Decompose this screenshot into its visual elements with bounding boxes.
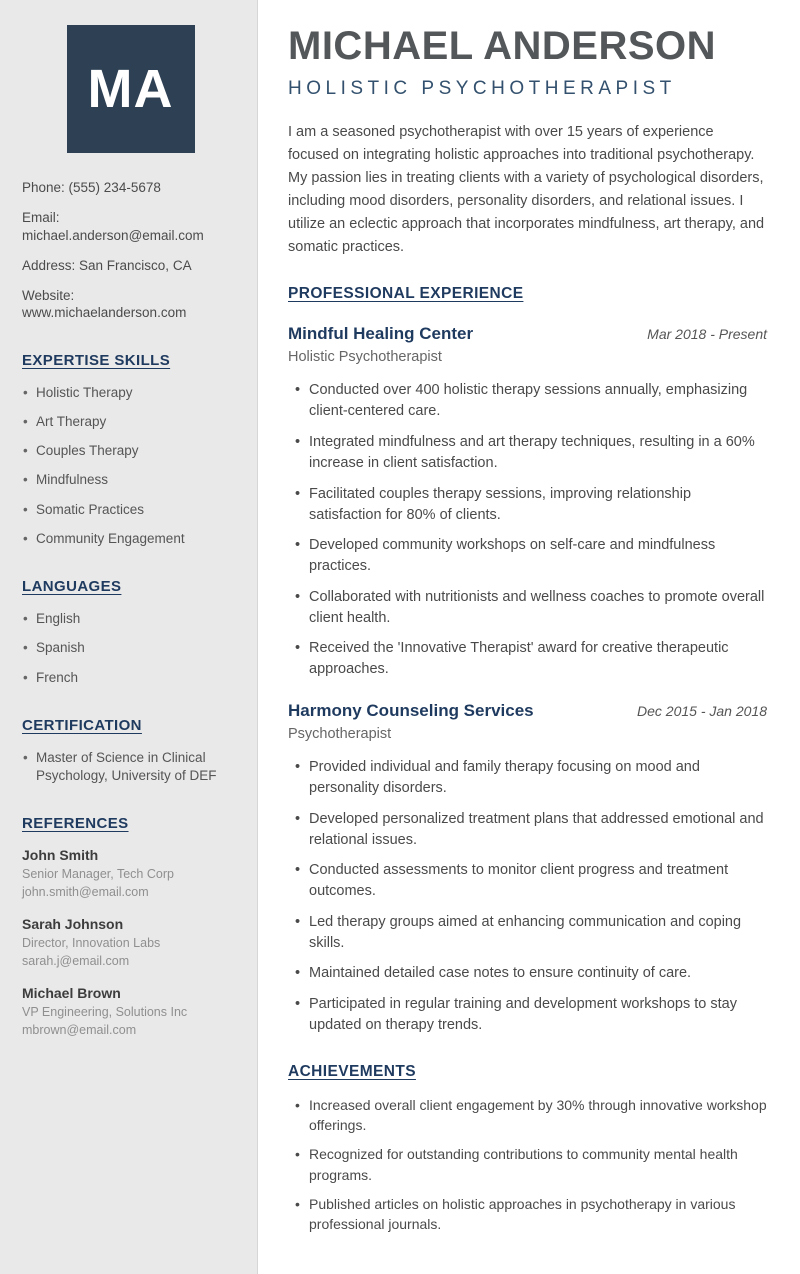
achievement-bullet: • Recognized for outstanding contributions to community mental health programs. (288, 1144, 767, 1185)
contact-section (22, 179, 239, 322)
reference-name: Michael Brown (22, 985, 121, 1002)
reference-email: john.smith@email.com (22, 884, 149, 899)
job-bullet: • Integrated mindfulness and art therapy techniques, resulting in a 60% increase in client satisfaction. (288, 432, 767, 474)
references-list (22, 847, 239, 1039)
summary-paragraph: I am a seasoned psychotherapist with over 15 years of experience focused on integrating holistic approaches into traditional psychotherapy. My passion lies in treating clients with a variety of psychological disorders, including mood disorders, personality disorders, and relational issues. I utilize an eclectic approach that incorporates mindfulness, art therapy, and somatic practices. (288, 124, 765, 255)
job-header (288, 324, 767, 344)
contact-website: Website: www.michaelanderson.com (22, 287, 187, 321)
reference-item (22, 916, 239, 970)
sidebar (0, 0, 258, 1274)
main-content (258, 0, 800, 1274)
person-name: MICHAEL ANDERSON (288, 24, 717, 68)
company-name: Mindful Healing Center (288, 324, 474, 344)
certification-item: • Master of Science in Clinical Psychology, University of DEF (22, 749, 239, 785)
languages-list (22, 610, 239, 687)
skill-item: • Somatic Practices (22, 501, 239, 519)
job-bullet: • Collaborated with nutritionists and wellness coaches to promote overall client health. (288, 587, 767, 629)
job-bullet: • Facilitated couples therapy sessions, improving relationship satisfaction for 80% of clients. (288, 484, 767, 526)
skills-heading: EXPERTISE SKILLS (22, 351, 171, 369)
skill-item: • Community Engagement (22, 530, 239, 548)
job-bullet-list (288, 380, 767, 680)
skill-item: • Art Therapy (22, 413, 239, 431)
reference-email: sarah.j@email.com (22, 953, 130, 968)
skill-item: • Couples Therapy (22, 442, 239, 460)
contact-address: Address: San Francisco, CA (22, 257, 192, 273)
reference-email: mbrown@email.com (22, 1022, 137, 1037)
job-bullet: • Participated in regular training and development workshops to stay updated on therapy trends. (288, 994, 767, 1036)
job-bullet-list (288, 757, 767, 1036)
achievement-bullet: • Published articles on holistic approaches in psychotherapy in various professional journals. (288, 1194, 767, 1235)
job-bullet: • Led therapy groups aimed at enhancing communication and coping skills. (288, 912, 767, 954)
language-item: • English (22, 610, 239, 628)
contact-phone: Phone: (555) 234-5678 (22, 180, 161, 195)
skill-item: • Mindfulness (22, 471, 239, 489)
references-heading: REFERENCES (22, 815, 129, 833)
job-bullet: • Maintained detailed case notes to ensure continuity of care. (288, 963, 767, 984)
reference-name: Sarah Johnson (22, 916, 124, 933)
reference-item (22, 985, 239, 1039)
reference-title: Senior Manager, Tech Corp (22, 867, 174, 882)
reference-name: John Smith (22, 847, 99, 864)
person-job-title: HOLISTIC PSYCHOTHERAPIST (288, 78, 676, 99)
job-dates: Mar 2018 - Present (647, 326, 767, 343)
language-item: • Spanish (22, 639, 239, 657)
achievements-heading: ACHIEVEMENTS (288, 1062, 416, 1080)
certification-list (22, 749, 239, 785)
languages-heading: LANGUAGES (22, 578, 122, 596)
job-bullet: • Conducted over 400 holistic therapy sessions annually, emphasizing client-centered care. (288, 380, 767, 422)
contact-email: Email: michael.anderson@email.com (22, 210, 204, 243)
job-role: Psychotherapist (288, 726, 392, 743)
language-item: • French (22, 669, 239, 687)
job-bullet: • Developed personalized treatment plans that addressed emotional and relational issues. (288, 809, 767, 851)
skill-item: • Holistic Therapy (22, 384, 239, 402)
reference-title: VP Engineering, Solutions Inc (22, 1005, 188, 1020)
achievement-bullet: • Increased overall client engagement by 30% through innovative workshop offerings. (288, 1095, 767, 1136)
skills-list (22, 384, 239, 548)
reference-item (22, 847, 239, 901)
achievements-list (288, 1095, 767, 1235)
certification-heading: CERTIFICATION (22, 716, 142, 734)
job-header (288, 701, 767, 721)
job-role: Holistic Psychotherapist (288, 349, 442, 366)
experience-entry-2 (288, 701, 767, 1036)
job-bullet: • Provided individual and family therapy focusing on mood and personality disorders. (288, 757, 767, 799)
job-bullet: • Conducted assessments to monitor client progress and treatment outcomes. (288, 860, 767, 902)
avatar-initials: MA (87, 59, 174, 119)
job-dates: Dec 2015 - Jan 2018 (637, 703, 767, 720)
job-bullet: • Received the 'Innovative Therapist' award for creative therapeutic approaches. (288, 638, 767, 680)
reference-title: Director, Innovation Labs (22, 936, 161, 951)
experience-entry-1 (288, 324, 767, 680)
avatar (67, 25, 195, 153)
company-name: Harmony Counseling Services (288, 701, 534, 721)
job-bullet: • Developed community workshops on self-care and mindfulness practices. (288, 535, 767, 577)
experience-heading: PROFESSIONAL EXPERIENCE (288, 285, 524, 303)
